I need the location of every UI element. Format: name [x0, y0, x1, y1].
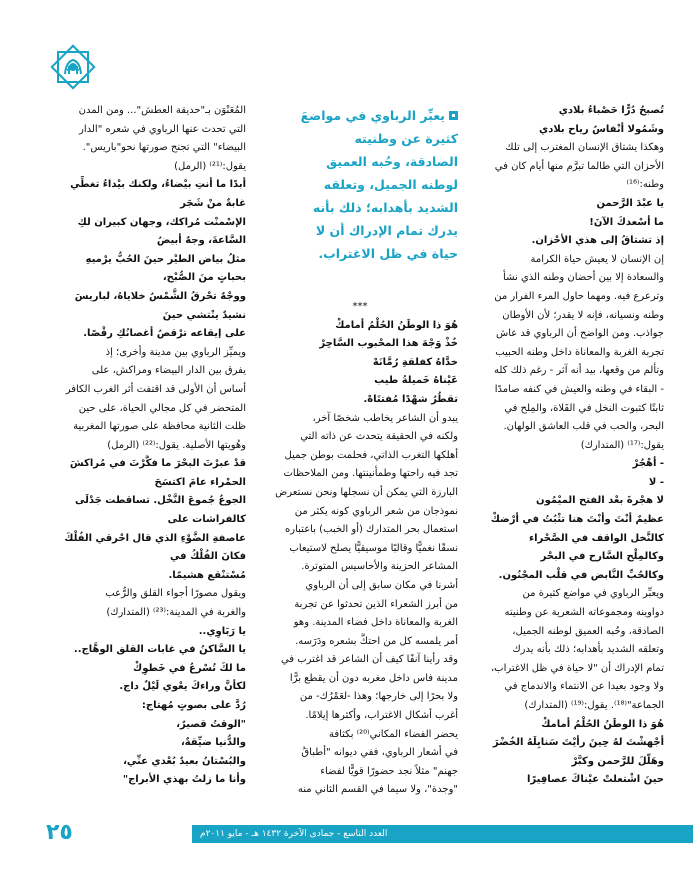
- text-line: وهُويتها الأصلية. يقول:⁽²²⁾ (الرمل): [107, 439, 246, 451]
- text-line: إن الإنسان لا يعيش حياة الكرامة: [530, 253, 664, 265]
- poem-line: خُذْ وَجْهَ هذا المحْبوب السَّاحِرْ: [319, 338, 458, 350]
- text-line: يبدو أن الشاعر يخاطب شخصًا آخر،: [312, 412, 458, 424]
- poem-line: وهَلَّلَ للرَّحمن وكبَّرْ: [571, 755, 664, 767]
- poem-line: الجوعُ جُموعَ النَّخْل. تساقطت جَدْلَى: [74, 495, 246, 507]
- text-line: ويقول مصورًا أجواء القلق والرُّعب: [105, 588, 246, 600]
- poem-line: أجْهشْتَ لهُ حِينَ رأيْتَ سَنابِلَهُ الخُضْرَ: [492, 737, 664, 749]
- text-line: الغربة والمعاناة داخل فضاء المدينة. وهو: [293, 617, 458, 629]
- pull-quote-line: [262, 150, 458, 173]
- text-line: يحضر الفضاء المكاني⁽²⁰⁾ بكثافة: [328, 728, 458, 740]
- poem-line: هُوَ ذا الوطَنُ الحُلْمُ أمامكْ: [335, 319, 458, 331]
- text-line: يقول:⁽²¹⁾ (الرمل): [174, 160, 246, 172]
- text-line: الجماعة"⁽¹⁸⁾. يقول:⁽¹⁹⁾ (المتدارك): [524, 700, 664, 711]
- poem-line: - لا: [648, 476, 664, 488]
- text-line: البحر، والحب في قلب العاشق الولهان.: [503, 421, 664, 433]
- poem-line: تُصبحُ دُرًّا حَصْباءُ بلادي: [558, 105, 664, 116]
- pull-quote-line: [262, 242, 458, 265]
- text-line: ثابتًا كثبوت النخل في الفَلاة، والمِلح في: [504, 402, 664, 414]
- text-line: المتحضر في كل مجالي الحياة، على حين: [78, 402, 246, 414]
- poem-line: بحباتٍ منَ الصُّبْح،: [162, 272, 246, 284]
- text-line: تجد فيه راحتها وطمأنينتها. ومن الملاحظات: [283, 468, 458, 480]
- issue-info: العدد التاسع - جمادى الآخرة ١٤٣٢ هـ - مايو ٢٠١١م: [200, 829, 388, 839]
- magazine-calligraphy-logo-icon: [50, 44, 96, 90]
- text-line: الصادقة، وحُبه العميق لوطنه الجميل،: [512, 625, 664, 637]
- poem-line: عَيْناهُ خَميلةُ طيب: [374, 375, 458, 387]
- poem-line: قدْ عبرْتَ البحْرَ ما فكَّرْتَ في مُراكشَ: [69, 458, 246, 470]
- poem-line: السَّاعةَ، وجهٌ أبيضُ: [156, 235, 246, 247]
- poem-line: أبدًا ما أنتِ بيْضاءُ، ولكنك بيْداءُ تغطِّي: [70, 179, 246, 191]
- text-line: والسعادة إلا بين أحضان وطنه الذي نشأ: [503, 272, 664, 284]
- poem-line: ما لكَ تُسْرعُ في خَطوِكْ: [133, 662, 246, 674]
- poem-line: وشَمُولا أنْفاسُ رياح بلادي: [539, 123, 664, 135]
- pull-quote-line: [262, 173, 458, 196]
- poem-line: يا السَّاكنُ في غابات القلق الوهَّاج..: [73, 644, 246, 656]
- text-line: مدينة فاس داخل مغربه دون أن يقطع برًّا: [289, 672, 458, 684]
- poem-line: كالنَّخل الواقف في الصَّحْراء: [529, 532, 664, 544]
- pull-quote-text: كثيرة عن وطنيته: [354, 131, 458, 146]
- poem-line: وكالحُبِّ النَّابض في قلْب المجْنُون.: [498, 569, 664, 581]
- poem-line: لكأنَّ وراءكَ يعْوي لَيْلٌ داج.: [119, 681, 246, 693]
- poem-line: عظيمٌ أنْتَ وأنْتَ هنا تثْبُتُ في أرْضكْ: [490, 514, 664, 526]
- text-line: أساس أن الأولى قد اقتفت أثر الغرب الكافر: [65, 383, 246, 395]
- text-line: وتألم من وقعها، بيد أنه آثر - رغم ذلك كله: [494, 365, 664, 377]
- text-line: استعمال بحر المتدارك (أو الخبب) باعتباره: [285, 524, 458, 536]
- text-line: تمام الإدراك أن "لا حياة في ظل الاغتراب،: [490, 662, 664, 674]
- poem-line: غابةٌ منْ شَجَر: [180, 197, 246, 209]
- poem-line: وأنا ما زلتُ بهذي الأبراج": [122, 774, 246, 786]
- text-line: "وجدة"، ولا سيما في القسم الثاني منه: [297, 784, 458, 796]
- poem-line: لا هجْرةَ بعْد الفتح الميْمُون: [536, 495, 664, 507]
- poem-line: "الوقتُ قصيرٌ،: [176, 718, 246, 730]
- text-line: وترعرع فيه. ومهما حاول المرء الفرار من: [494, 290, 664, 302]
- text-line: أشرنا في مكان سابق إلى أن الرباوي: [305, 579, 458, 591]
- page-number: ٢٥: [46, 820, 73, 845]
- text-line: وهكذا يشتاق الإنسان المغترب إلى تلك: [505, 142, 664, 154]
- text-line: البيضاء" التي تجنح صورتها نحو"باريس".: [82, 142, 246, 154]
- pull-quote-line: [262, 127, 458, 150]
- poem-line: يا عبْدَ الرَّحمن: [596, 197, 664, 209]
- text-line: والغربة في المدينة:⁽²³⁾ (المتدارك): [106, 607, 246, 619]
- text-line: أمر يلمسه كل من احتكَّ بشعره ودَرَسه.: [295, 635, 458, 647]
- article-column-left: [46, 102, 246, 790]
- text-line: ولا وجود بعيدا عن الانتماء والاندماج في: [504, 681, 664, 693]
- text-line: من أبرز الشعراء الذين تحدثوا عن تجربة: [294, 598, 458, 610]
- pull-quote-text: يعبِّر الرباوي في مواضعَ: [300, 108, 445, 123]
- poem-line: كالفراشات على: [167, 514, 246, 526]
- text-line: وتعلقه الشديد بأهدابه؛ ذلك بأنه يدرك: [512, 644, 664, 656]
- text-line: المشاعر الحزينة والأحاسيس المتوترة.: [301, 561, 458, 573]
- text-line: دواوينه ومجموعاته الشعرية عن وطنيته: [504, 607, 664, 619]
- text-line: ولكنه في الحقيقة يتحدث عن ذاته التي: [300, 431, 458, 443]
- poem-line: الإسْمنْت مُراكك، وجهان كبيران لكِ: [77, 216, 246, 228]
- text-line: جواذب. ومن الواضح أن الرباوي قد عاش: [496, 328, 664, 340]
- poem-line: فكانَ الفُلْكُ في: [169, 551, 246, 563]
- poem-line: هُوَ ذا الوطَنُ الحُلْمُ أمامكْ: [541, 718, 664, 730]
- poem-line: والدُّنيا ضيِّقةٌ،: [180, 737, 246, 749]
- text-line: في أشعار الرباوي، ففي ديوانه "أطباقُ: [301, 747, 458, 759]
- text-line: المُعَنْوَن بـ"حديقة العطش"... ومن المدن: [78, 105, 246, 116]
- text-line: البارزة التي يمكن أن نسجلها ونحن نستعرض: [275, 486, 458, 498]
- poem-line: وكالمِلْح السَّارح في البحْر: [540, 551, 664, 563]
- pull-quote-text: لوطنه الجميل، وتعلقه: [323, 177, 458, 192]
- pull-quote-text: يدرك تمام الإدراك أن لا: [315, 223, 458, 238]
- poem-line: على إيقاعه ترْقصُ أغصانُكِ رقْصًا.: [83, 328, 246, 340]
- pull-quote-line: [262, 196, 458, 219]
- pull-quote: [262, 104, 458, 265]
- pull-quote-line: [262, 104, 458, 127]
- square-bullet-icon: [449, 111, 458, 120]
- poem-line: ما أسْعدكَ الآنَ!: [589, 216, 664, 228]
- poem-line: رُدَّ على بصوتٍ مُهتاج:: [141, 700, 246, 711]
- text-line: ويميِّز الرباوي بين مدينة وأخرى؛ إذ: [105, 346, 246, 358]
- poem-line: نشيدٌ ينْتشي حينَ: [162, 309, 246, 321]
- text-line: نسقًا نغميًّا وقالبًا موسيقيًّا يصلح لاستيعاب: [289, 542, 458, 554]
- pull-quote-text: الشديد بأهدابه؛ ذلك بأنه: [312, 200, 458, 215]
- text-line: وقد رأينا آنفًا كيف أن الشاعر قد اغترب في: [280, 654, 458, 666]
- poem-line: تقطُرُ شهْدًا مُفتتَاهْ.: [363, 393, 458, 405]
- text-line: ظلت الثانية محافظة على صورتها المغربية: [73, 421, 246, 433]
- text-line: يقول:⁽¹⁷⁾ (المتدارك): [580, 439, 664, 451]
- text-line: التي تحدث عنها الرباوي في شعره "الدار: [79, 123, 246, 135]
- poem-line: - أهْجُرْ: [632, 458, 664, 470]
- poem-line: خدَّاهُ كفلقةِ رُمَّانَهْ: [372, 356, 458, 368]
- text-line: ويعبِّر الرباوي في مواضع كثيرة من: [522, 588, 664, 600]
- magazine-logo: [50, 44, 96, 90]
- page-footer: [0, 820, 693, 846]
- text-line: ولا بحرًا إلى خارجها؛ وهذا -لعَمْرُك- من: [299, 691, 458, 703]
- poem-line: مثلُ بياض الطيْر حينَ الحُبُّ يرْميهِ: [85, 253, 246, 265]
- article-column-middle: [262, 298, 458, 800]
- article-column-right: [472, 102, 664, 790]
- text-line: نموذجان من شعر الرباوي كونه يكثر من: [294, 505, 458, 517]
- text-line: أهلكها التغرب الذاتي، فحلمت بوطن جميل: [284, 449, 458, 461]
- text-line: أغرب أشكال الاغتراب، وأكثرها إيلامًا.: [305, 710, 458, 722]
- poem-line: والبُسْتانُ بعيدٌ بُعْدي عنِّي،: [123, 755, 246, 767]
- poem-line: إذ تشتاقُ إلى هذي الأحْزان.: [531, 235, 664, 247]
- text-line: وطنه:⁽¹⁶⁾: [626, 179, 664, 191]
- text-line: جهنم" مثلاً نجد حضورًا قويًّا لفضاء: [320, 765, 458, 777]
- pull-quote-line: [262, 219, 458, 242]
- text-line: يفرق بين الدار البيضاء ومراكش، على: [91, 365, 246, 377]
- poem-line: مُسْتنْقع هشيمًا.: [168, 569, 246, 581]
- pull-quote-text: الصادقة، وحُبه العميق: [326, 154, 458, 169]
- poem-line: عاصفةِ الضَّوْءِ الذي قال احْرقي الفُلْكَ: [64, 532, 246, 544]
- poem-line: حينَ اشْتعلتْ عيْناكَ عصافِيرًا: [526, 774, 664, 786]
- poem-line: ووجْهٌ تحْرقُ الشَّمْسُ خلاياهُ، لباريسَ: [74, 290, 246, 302]
- poem-line: الحمْراء عامَ اكتسَحَ: [154, 476, 246, 488]
- text-line: وطنه ونسيانه، فإنه لا يقدر؛ لأن الأوطان: [502, 309, 664, 321]
- text-line: - البقاء في وطنه والعيش في كنفه صامدًا: [494, 383, 664, 395]
- text-line: الأحزان التي طالما تبرَّم منها أيام كان في: [494, 160, 664, 172]
- text-line: ***: [352, 301, 368, 312]
- poem-line: يا رَبَاوِي..: [198, 625, 246, 637]
- text-line: تجربة الغربة والمعاناة داخل وطنه الحبيب: [495, 346, 664, 358]
- pull-quote-text: حياة في ظل الاغتراب.: [318, 246, 458, 261]
